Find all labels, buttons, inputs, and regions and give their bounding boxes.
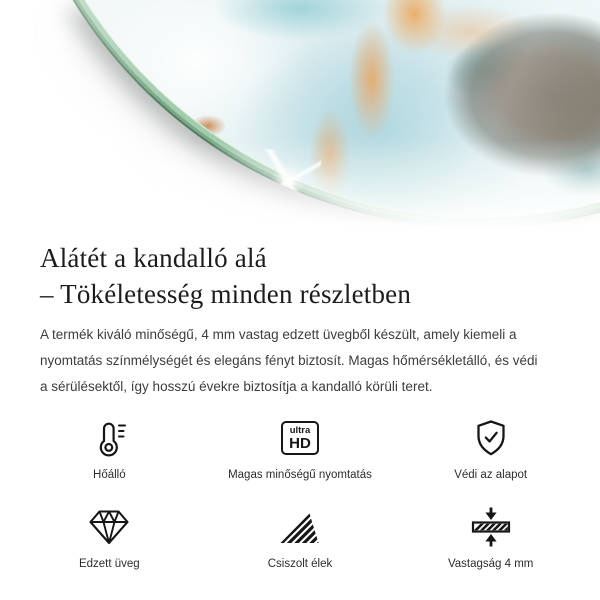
ultra-hd-badge-bottom: HD xyxy=(289,434,311,452)
features-grid xyxy=(0,416,600,570)
feature-polished-edges xyxy=(205,505,396,570)
feature-tempered-glass xyxy=(14,505,205,570)
product-image xyxy=(0,0,600,234)
product-info-section xyxy=(0,234,600,400)
feature-label: Csiszolt élek xyxy=(267,558,333,570)
thickness-icon xyxy=(469,505,513,549)
page-title-line1: Alátét a kandalló alá xyxy=(40,243,267,273)
feature-label: Védi az alapot xyxy=(454,469,528,481)
feature-protects-base xyxy=(395,416,586,481)
feature-thickness xyxy=(395,505,586,570)
feature-heat-resistant xyxy=(14,416,205,481)
product-description: A termék kiváló minőségű, 4 mm vastag edzett üvegből készült, amely kiemeli a nyomtatás színmélységét és elegáns fényt biztosít. Magas hőmérsékletálló, és védi a sérülésektől, így hosszú évekre biztosítja a kandalló körüli teret. xyxy=(40,327,538,394)
feature-label: Edzett üveg xyxy=(78,558,140,570)
glass-panel-edge xyxy=(0,0,600,234)
page-title-line2: – Tökéletesség minden részletben xyxy=(40,279,412,309)
feature-label: Magas minőségű nyomtatás xyxy=(228,469,372,481)
thermometer-icon xyxy=(89,416,129,460)
diamond-icon xyxy=(87,505,131,549)
page-title xyxy=(40,234,560,312)
feature-label: Vastagság 4 mm xyxy=(447,558,534,570)
ultra-hd-icon xyxy=(281,416,319,460)
marble-artwork xyxy=(0,0,600,234)
glass-panel-shadow xyxy=(0,0,600,234)
ultra-hd-badge-top: ultra xyxy=(289,424,311,436)
sparkle-highlight xyxy=(254,148,322,216)
polished-edges-icon xyxy=(278,505,322,549)
feature-high-quality-print xyxy=(205,416,396,481)
feature-label: Hőálló xyxy=(93,469,126,481)
shield-check-icon xyxy=(471,416,511,460)
